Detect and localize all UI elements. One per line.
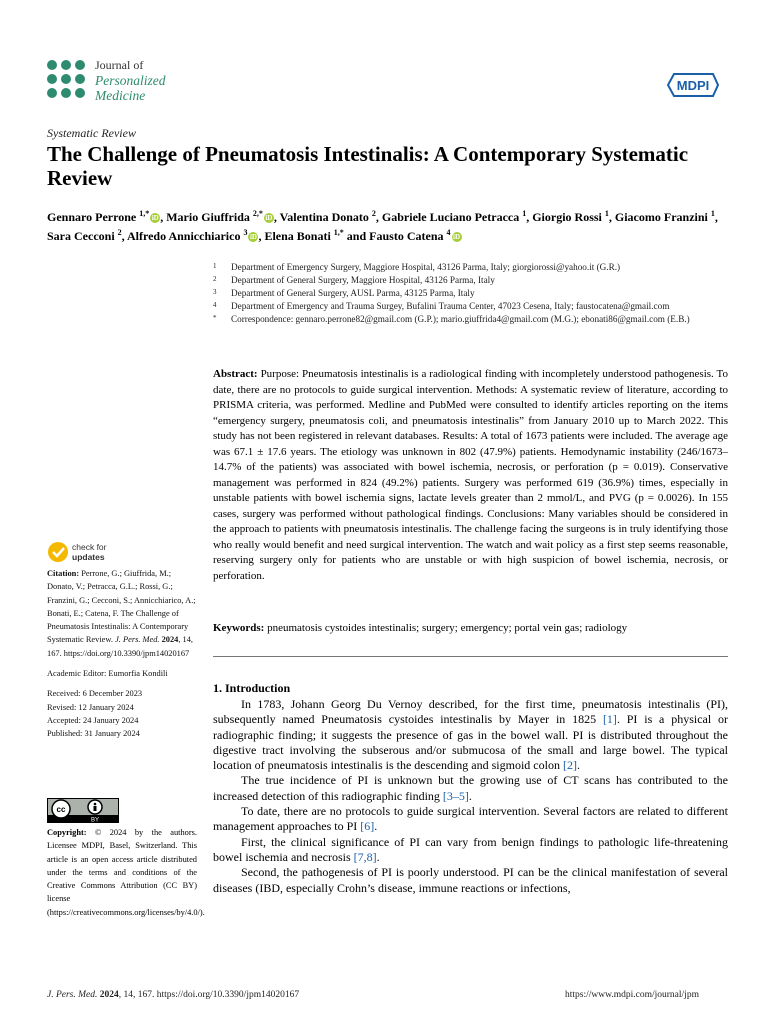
cc-by-license-badge[interactable]	[47, 798, 119, 823]
svg-text:cc: cc	[56, 805, 66, 814]
author-name: Elena Bonati	[264, 229, 334, 243]
orcid-icon[interactable]: iD	[265, 214, 273, 222]
affiliation-text: Department of Emergency Surgery, Maggiore Hospital, 43126 Parma, Italy; giorgiorossi@yahoo.it (G.R.)	[231, 262, 621, 272]
affiliation-text: Department of General Surgery, Maggiore Hospital, 43126 Parma, Italy	[231, 275, 495, 285]
paper-title: The Challenge of Pneumatosis Intestinalis: A Contemporary Systematic Review	[47, 142, 689, 190]
affiliation-text: Correspondence: gennaro.perrone82@gmail.com (G.P.); mario.giuffrida4@gmail.com (M.G.); ebonati86@gmail.com (E.B.)	[231, 314, 690, 324]
author-affiliation-marker: 1	[522, 209, 527, 218]
reference-link[interactable]: [7,8]	[353, 849, 377, 864]
journal-name	[95, 58, 166, 103]
paragraph-text: The true incidence of PI is unknown but the growing use of CT scans has contributed to the increased detection of this radiographic finding	[213, 773, 728, 803]
affiliation-text: Department of Emergency and Trauma Surgey, Bufalini Trauma Center, 47023 Cesena, Italy; faustocatena@gmail.com	[231, 301, 670, 311]
paragraph-text: . PI is a physical or radiographic finding; it suggests the presence of gas in the bowel wall. PI is distributed throughout the digestive tract involving the subserous and/or submucosa of the small and large bowel. The typical location of pneumatosis intestinalis is the descending and sigmoid colon	[213, 712, 728, 773]
affiliation-number: *	[213, 314, 217, 322]
author-affiliation-marker: 1	[710, 209, 715, 218]
author-name: Gennaro Perrone	[47, 210, 140, 224]
abstract	[213, 367, 728, 584]
author-name: Gabriele Luciano Petracca	[381, 210, 523, 224]
journal-logo	[47, 60, 87, 100]
affiliations	[213, 261, 728, 326]
reference-link[interactable]: [2]	[562, 758, 577, 773]
affiliation-item	[213, 261, 728, 274]
paragraph	[213, 697, 728, 773]
paragraph-text: In 1783, Johann Georg Du Vernoy described, for the first time, pneumatosis intestinalis (PI), subsequently named Pneumatosis cystoides intestinalis by Mayer in 1825	[213, 697, 728, 727]
author-affiliation-marker: 2,*	[252, 209, 263, 218]
author-affiliation-marker: 3	[243, 228, 248, 237]
affiliation-number: 1	[213, 262, 217, 270]
paragraph-text: Second, the pathogenesis of PI is poorly understood. PI can be the clinical manifestation of several diseases (IBD, especially Crohn’s disease, immune reactions or infections,	[213, 865, 728, 895]
journal-name-line3: Medicine	[95, 88, 146, 103]
orcid-icon[interactable]: iD	[249, 233, 257, 241]
copyright-text: © 2024 by the authors. Licensee MDPI, Basel, Switzerland. This article is an open access article distributed under the terms and conditions of the Creative Commons Attribution (CC BY) license (https://creativecommons.org/licenses/by/4.0/).	[47, 828, 205, 917]
author-affiliation-marker: 2	[371, 209, 376, 218]
citation	[47, 567, 199, 660]
article-info-sidebar	[47, 567, 199, 741]
orcid-icon[interactable]: iD	[453, 233, 460, 241]
article-type: Systematic Review	[47, 126, 136, 140]
cc-by-label: BY	[90, 817, 100, 823]
paragraph	[213, 835, 728, 866]
journal-name-line2: Personalized	[95, 73, 166, 88]
author-affiliation-marker: 1,*	[333, 228, 344, 237]
author-name: Valentina Donato	[279, 210, 372, 224]
paragraph	[213, 865, 728, 896]
check-updates-line1: check for	[72, 542, 107, 552]
revised-date: Revised: 12 January 2024	[47, 702, 134, 712]
mdpi-logo	[666, 72, 719, 98]
abstract-text: Purpose: Pneumatosis intestinalis is a radiological finding with incompletely understood pathogenesis. To date, there are no protocols to guide surgical intervention. Methods: A systematic review of literature, according to PRISMA criteria, was performed. Medline and PubMed were consulted to identify articles reporting on the items “emergency surgery, pneumatosis coli, and pneumatosis intestinalis” from January 2010 up to March 2022. This study has not been registered in relevant databases. Results: A total of 1673 patients were included. The average age was 67.1 ± 17.6 years. The etiology was unknown in 802 (47.9%) patients. Hemodynamic instability (246/1673–14.7% of the patients) was associated with bowel ischemia, necrosis, or perforation (p = 0.019). Conservative management was performed in 824 (49.2%) patients. Surgery was performed 619 (36.9%) times, especially in unstable patients with bowel ischemia signs, lactate levels greater than 2 mmol/L, and PVG (p = 0.0026). In 155 cases, surgery was performed without pathological findings. Conclusions: Many variables should be considered in the approach to patients with pneumatosis intestinalis. The challenge facing the surgeons is in truly identifying those who really would benefit and need surgical intervention. The watch and wait policy as a first step seems reasonable, reserving surgery only for patients who are unstable or with high suspicion of bowel ischemia, necrosis, or perforation.	[213, 368, 728, 582]
affiliation-item	[213, 287, 728, 300]
author-name: Alfredo Annicchiarico	[127, 229, 244, 243]
author-name: Giorgio Rossi	[532, 210, 605, 224]
section-heading-introduction: 1. Introduction	[213, 681, 291, 695]
citation-text: Perrone, G.; Giuffrida, M.; Donato, V.; Petracca, G.L.; Rossi, G.; Franzini, G.; Cecconi, S.; Annicchiarico, A.; Bonati, E.; Catena, F. The Challenge of Pneumatosis Intestinalis: A Contemporary Systematic Review.	[47, 569, 196, 645]
published-date: Published: 31 January 2024	[47, 729, 140, 739]
citation-journal: J. Pers. Med.	[115, 635, 160, 645]
paragraph-text: To date, there are no protocols to guide surgical intervention. Several factors are related to different management approaches to PI	[213, 804, 728, 834]
reference-link[interactable]: [1]	[602, 712, 617, 727]
author-name: Giacomo Franzini	[614, 210, 711, 224]
footer-doi[interactable]: , 14, 167. https://doi.org/10.3390/jpm14020167	[118, 990, 300, 1000]
keywords-text: pneumatosis cystoides intestinalis; surgery; emergency; portal vein gas; radiology	[267, 622, 628, 634]
author-affiliation-marker: 4	[446, 228, 451, 237]
check-updates-line2: updates	[72, 552, 105, 562]
check-for-updates-badge[interactable]	[47, 540, 127, 564]
author-name: Mario Giuffrida	[166, 210, 253, 224]
footer-journal: J. Pers. Med.	[47, 990, 98, 1000]
accepted-date: Accepted: 24 January 2024	[47, 715, 139, 725]
citation-doi[interactable]: , 14, 167. https://doi.org/10.3390/jpm14020167	[47, 635, 193, 658]
keywords	[213, 621, 728, 636]
section-divider	[213, 656, 728, 657]
footer-journal-url[interactable]: https://www.mdpi.com/journal/jpm	[565, 990, 699, 1000]
footer-year: 2024	[99, 990, 119, 1000]
reference-link[interactable]: [6]	[360, 819, 375, 834]
academic-editor: Academic Editor: Eumorfia Kondili	[47, 669, 168, 679]
affiliation-item	[213, 274, 728, 287]
author-affiliation-marker: 1,*	[139, 209, 150, 218]
check-updates-icon	[48, 542, 68, 562]
affiliation-item	[213, 313, 728, 326]
author-list: Gennaro Perrone $^{1,*}$ iD , Mario Giuffrida $^{2,*}$ iD , Valentina Donato $^2$, Gabriele Luciano Petracca $^1$, Giorgio Rossi $^1$, Giacomo Franzini $^1$, Sara Cecconi $^2$, Alfredo Annicchiarico $^3$ iD , Elena Bonati $^{1,*}$ and Fausto Catena $^4$ iD	[47, 209, 718, 243]
reference-link[interactable]: [3–5]	[442, 788, 469, 803]
orcid-icon[interactable]: iD	[151, 214, 159, 222]
affiliation-number: 4	[213, 301, 217, 309]
affiliation-number: 3	[213, 288, 217, 296]
paragraph	[213, 773, 728, 804]
paragraph-text: .	[468, 788, 472, 803]
paragraph	[213, 804, 728, 835]
journal-name-line1: Journal of	[95, 58, 144, 72]
paragraph-text: .	[576, 758, 580, 773]
affiliation-item	[213, 300, 728, 313]
footer-citation	[47, 990, 299, 1000]
paragraph-text: First, the clinical significance of PI can vary from benign findings to pathologic life-threatening bowel ischemia and necrosis	[213, 834, 728, 864]
citation-year: 2024	[161, 635, 179, 645]
copyright-label: Copyright:	[47, 828, 87, 837]
citation-label: Citation:	[47, 569, 80, 578]
paragraph-text: .	[374, 819, 378, 834]
paragraph-text: .	[376, 849, 380, 864]
keywords-label: Keywords:	[213, 622, 265, 634]
affiliation-text: Department of General Surgery, AUSL Parma, 43125 Parma, Italy	[231, 288, 475, 298]
author-affiliation-marker: 1	[604, 209, 609, 218]
author-name: Fausto Catena	[369, 229, 447, 243]
affiliation-number: 2	[213, 275, 217, 283]
introduction-body	[213, 697, 728, 896]
received-date: Received: 6 December 2023	[47, 689, 143, 699]
author-affiliation-marker: 2	[117, 228, 122, 237]
copyright-notice	[47, 826, 205, 919]
abstract-label: Abstract:	[213, 368, 258, 380]
publisher-name: MDPI	[676, 78, 710, 93]
author-name: Sara Cecconi	[47, 229, 118, 243]
